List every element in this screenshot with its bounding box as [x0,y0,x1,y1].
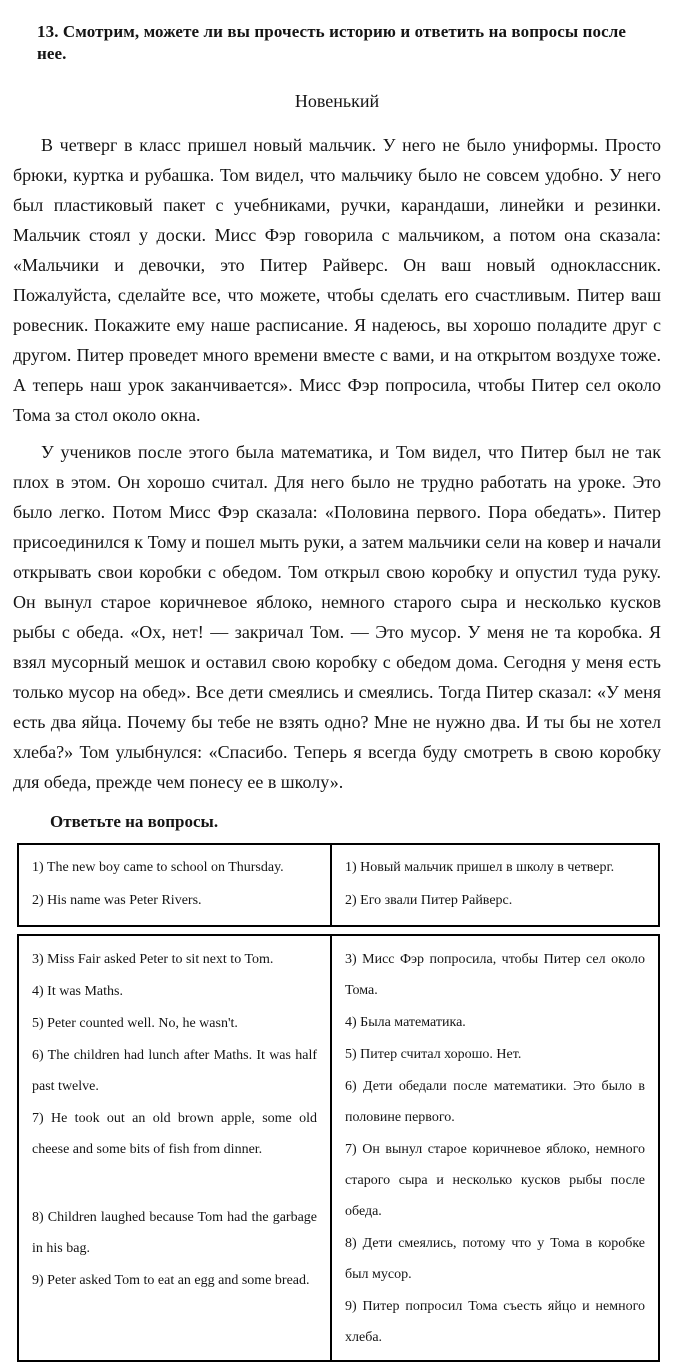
answer-item: 9) Питер попросил Тома съесть яйцо и немного хлеба. [345,1299,645,1345]
answer-item: 4) It was Maths. [32,984,123,999]
answer-item: 2) Его звали Питер Райверс. [345,893,513,908]
answer-item: 2) His name was Peter Rivers. [32,893,202,908]
table-cell-english [18,844,331,926]
story-title: Новенький [294,91,380,111]
answer-item: 5) Питер считал хорошо. Нет. [345,1047,522,1062]
answer-item: 9) Peter asked Tom to eat an egg and some bread. [32,1273,310,1288]
answer-item: 4) Была математика. [345,1015,466,1030]
answer-item: 3) Мисс Фэр попросила, чтобы Питер сел около Тома. [345,952,645,998]
answer-item: 6) The children had lunch after Maths. It was half past twelve. [32,1048,317,1094]
answer-item: 6) Дети обедали после математики. Это было в половине первого. [345,1079,645,1125]
table-cell-russian [331,935,659,1361]
story-text [0,130,674,797]
story-paragraph: В четверг в класс пришел новый мальчик. У него не было униформы. Просто брюки, куртка и рубашка. Том видел, что мальчику было не совсем удобно. У него был пластиковый пакет с учебниками, ручки, карандаши, линейки и резинки. Мальчик стоял у доски. Мисс Фэр говорила с мальчиком, а потом она сказала: «Мальчики и девочки, это Питер Райверс. Он ваш новый одноклассник. Пожалуйста, сделайте все, что можете, чтобы сделать его счастливым. Питер ваш ровесник. Покажите ему наше расписание. Я надеюсь, вы хорошо поладите друг с другом. Питер проведет много времени вместе с вами, и на открытом воздухе тоже. А теперь наш урок заканчивается». Мисс Фэр попросила, чтобы Питер сел около Тома за стол около окна. [13,135,661,425]
answer-item: 1) Новый мальчик пришел в школу в четверг. [345,860,615,875]
answer-item: 1) The new boy came to school on Thursday. [32,860,284,875]
story-paragraph: У учеников после этого была математика, и Том видел, что Питер был не так плох в этом. Он хорошо считал. Для него было не трудно работать на уроке. Это было легко. Потом Мисс Фэр сказала: «Половина первого. Пора обедать». Питер присоединился к Тому и пошел мыть руки, а затем мальчики сели на ковер и начали открывать свои коробки с обедом. Том открыл свою коробку и опустил туда руку. Он вынул старое коричневое яблоко, немного старого сыра и несколько кусков рыбы с обеда. «Ох, нет! — закричал Том. — Это мусор. У меня не та коробка. Я взял мусорный мешок и оставил свою коробку с обедом дома. Сегодня у меня есть только мусор на обед». Все дети смеялись и смеялись. Тогда Питер сказал: «У меня есть два яйца. Почему бы тебе не взять одно? Мне не нужно два. И ты бы не хотел хлеба?» Том улыбнулся: «Спасибо. Теперь я всегда буду смотреть в свою коробку для обеда, прежде чем понесу ее в школу». [13,442,661,792]
table-cell-english [18,935,331,1361]
answer-item: 7) Он вынул старое коричневое яблоко, немного старого сыра и несколько кусков рыбы после обеда. [345,1142,645,1219]
answer-item: 8) Children laughed because Tom had the garbage in his bag. [32,1210,317,1256]
table-cell-russian [331,844,659,926]
answer-item: 5) Peter counted well. No, he wasn't. [32,1016,238,1031]
answers-table-1 [17,843,660,927]
table-row [18,935,659,1361]
answers-table-2 [17,934,660,1362]
table-row [18,844,659,926]
answer-item: 7) He took out an old brown apple, some old cheese and some bits of fish from dinner. [32,1111,317,1157]
answers-heading: Ответьте на вопросы. [50,812,219,831]
answer-item: 3) Miss Fair asked Peter to sit next to Tom. [32,952,274,967]
answer-item: 8) Дети смеялись, потому что у Тома в коробке был мусор. [345,1236,645,1282]
exercise-heading: 13. Смотрим, можете ли вы прочесть историю и ответить на вопросы после нее. [37,22,627,63]
